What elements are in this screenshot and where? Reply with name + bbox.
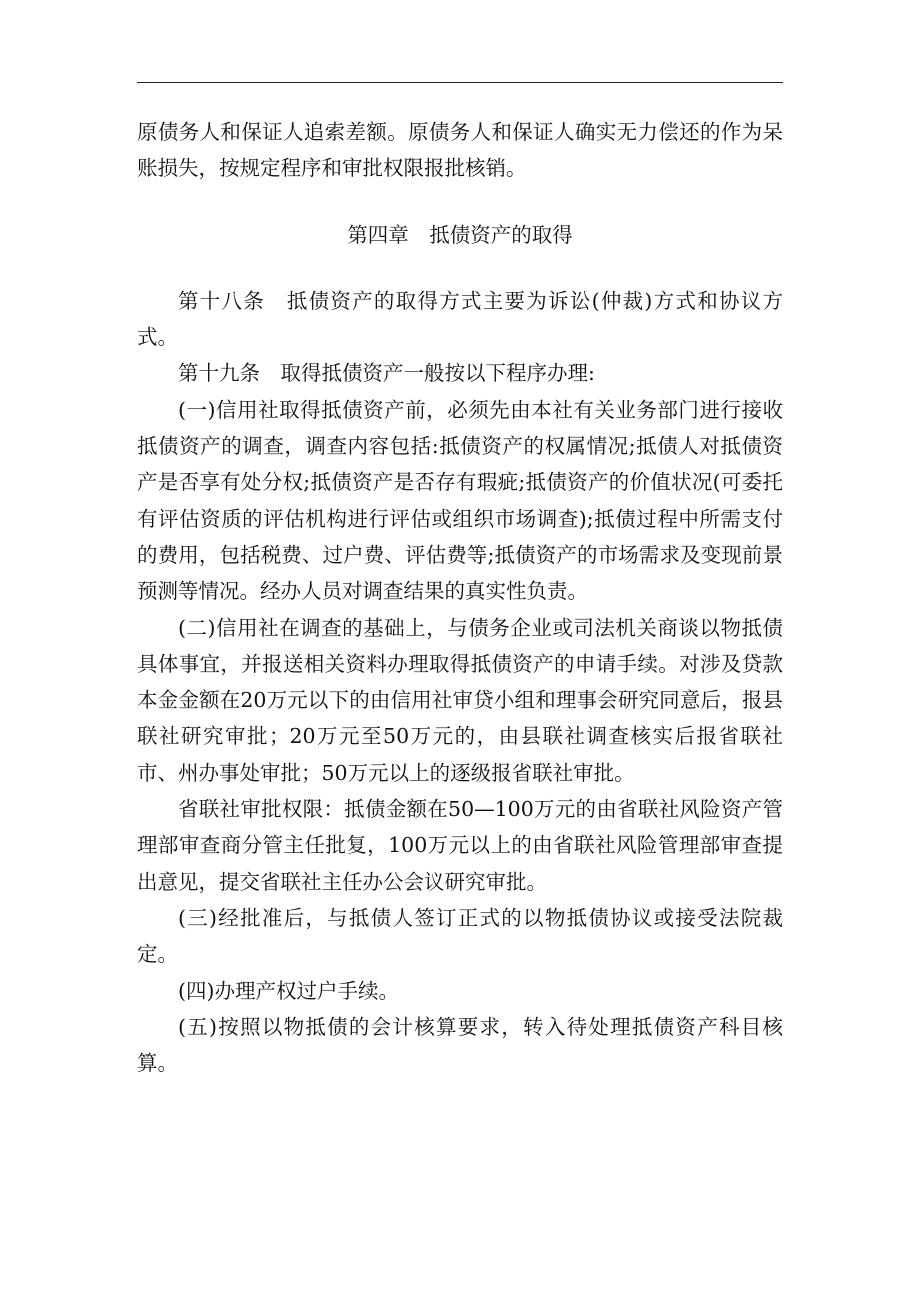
article-19-item-1: (一)信用社取得抵债资产前，必须先由本社有关业务部门进行接收抵债资产的调查，调查内容包括:抵债资产的权属情况;抵债人对抵债资产是否享有处分权;抵债资产是否存有瑕疵;抵债资产的价值状况(可委托有评估资质的评估机构进行评估或组织市场调查);抵债过程中所需支付的费用，包括税费、过户费、评估费等;抵债资产的市场需求及变现前景预测等情况。经办人员对调查结果的真实性负责。 bbox=[137, 397, 783, 604]
article-19-item-5: (五)按照以物抵债的会计核算要求，转入待处理抵债资产科目核算。 bbox=[137, 1014, 783, 1076]
article-19-item-3: (三)经批准后，与抵债人签订正式的以物抵债协议或接受法院裁定。 bbox=[137, 905, 783, 967]
article-19: 第十九条 取得抵债资产一般按以下程序办理: bbox=[178, 361, 595, 386]
article-18: 第十八条 抵债资产的取得方式主要为诉讼(仲裁)方式和协议方式。 bbox=[137, 288, 783, 350]
article-19-item-2: (二)信用社在调查的基础上，与债务企业或司法机关商谈以物抵债具体事宜，并报送相关资料办理取得抵债资产的申请手续。对涉及贷款本金金额在20万元以下的由信用社审贷小组和理事会研究同意后，报县联社研究审批；20万元至50万元的，由县联社调查核实后报省联社市、州办事处审批；50万元以上的逐级报省联社审批。 bbox=[137, 615, 783, 785]
chapter-heading: 第四章 抵债资产的取得 bbox=[347, 222, 573, 247]
header-rule bbox=[137, 82, 783, 83]
document-body bbox=[137, 114, 783, 1081]
paragraph-continuation: 原债务人和保证人追索差额。原债务人和保证人确实无力偿还的作为呆账损失，按规定程序和审批权限报批核销。 bbox=[137, 120, 783, 181]
article-19-item-4: (四)办理产权过户手续。 bbox=[178, 978, 399, 1003]
provincial-approval-authority: 省联社审批权限：抵债金额在50—100万元的由省联社风险资产管理部审查商分管主任批复，100万元以上的由省联社风险管理部审查提出意见，提交省联社主任办公会议研究审批。 bbox=[137, 797, 783, 894]
